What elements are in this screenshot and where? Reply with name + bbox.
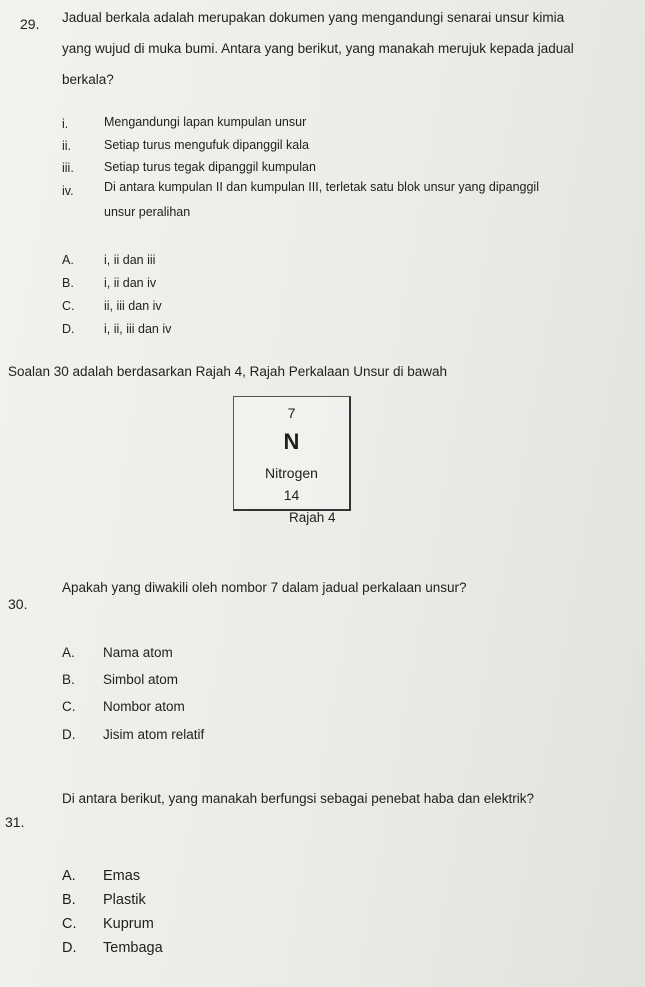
q29-option-d: i, ii, iii dan iv [104,322,172,336]
q29-text-line2: yang wujud di muka bumi. Antara yang berikut, yang manakah merujuk kepada jadual [62,41,574,56]
q31-number: 31. [5,814,25,830]
q30-option-d-letter: D. [62,727,76,742]
q30-option-d: Jisim atom relatif [103,727,205,742]
element-atomic-number: 7 [287,405,296,421]
q29-option-c-letter: C. [62,299,75,313]
q29-option-d-letter: D. [62,322,75,336]
q29-option-b-letter: B. [62,276,74,290]
q30-option-b-letter: B. [62,672,75,687]
q30-number: 30. [8,596,28,612]
q29-statement-4: Di antara kumpulan II dan kumpulan III, terletak satu blok unsur yang dipanggil [104,180,539,194]
q29-text-line1: Jadual berkala adalah merupakan dokumen yang mengandungi senarai unsur kimia [62,10,565,25]
q31-option-d-letter: D. [62,940,77,956]
q30-option-c-letter: C. [62,699,76,714]
q31-option-b: Plastik [103,892,146,908]
q29-statement-4-num: iv. [62,184,74,198]
q29-statement-2: Setiap turus mengufuk dipanggil kala [104,138,309,152]
element-card [233,396,351,511]
q29-option-b: i, ii dan iv [104,276,157,290]
q31-option-d: Tembaga [103,940,163,956]
q29-statement-2-num: ii. [62,139,72,153]
q29-option-c: ii, iii dan iv [104,299,162,313]
q31-option-a: Emas [103,868,141,884]
element-mass: 14 [283,487,300,503]
q31-option-c: Kuprum [103,916,154,932]
q29-option-a: i, ii dan iii [104,253,156,267]
q29-statement-1-num: i. [62,117,69,131]
figure-caption: Rajah 4 [289,510,336,525]
q29-statement-1: Mengandungi lapan kumpulan unsur [104,115,307,129]
q29-statement-3-num: iii. [62,161,74,175]
q31-option-b-letter: B. [62,892,76,908]
q29-number: 29. [20,16,40,32]
q31-option-c-letter: C. [62,916,77,932]
q30-text: Apakah yang diwakili oleh nombor 7 dalam jadual perkalaan unsur? [62,580,467,595]
q30-option-c: Nombor atom [103,699,185,714]
element-symbol: N [283,429,300,454]
q29-statement-3: Setiap turus tegak dipanggil kumpulan [104,160,316,174]
q30-option-a: Nama atom [103,645,173,660]
q30-intro: Soalan 30 adalah berdasarkan Rajah 4, Rajah Perkalaan Unsur di bawah [8,364,448,379]
q31-option-a-letter: A. [62,868,76,884]
q31-text: Di antara berikut, yang manakah berfungsi sebagai penebat haba dan elektrik? [62,791,535,806]
q29-option-a-letter: A. [62,253,74,267]
q29-text-line3: berkala? [62,72,114,87]
q30-option-b: Simbol atom [103,672,179,687]
element-name: Nitrogen [265,465,318,481]
q30-option-a-letter: A. [62,645,75,660]
q29-statement-4-cont: unsur peralihan [104,205,191,219]
